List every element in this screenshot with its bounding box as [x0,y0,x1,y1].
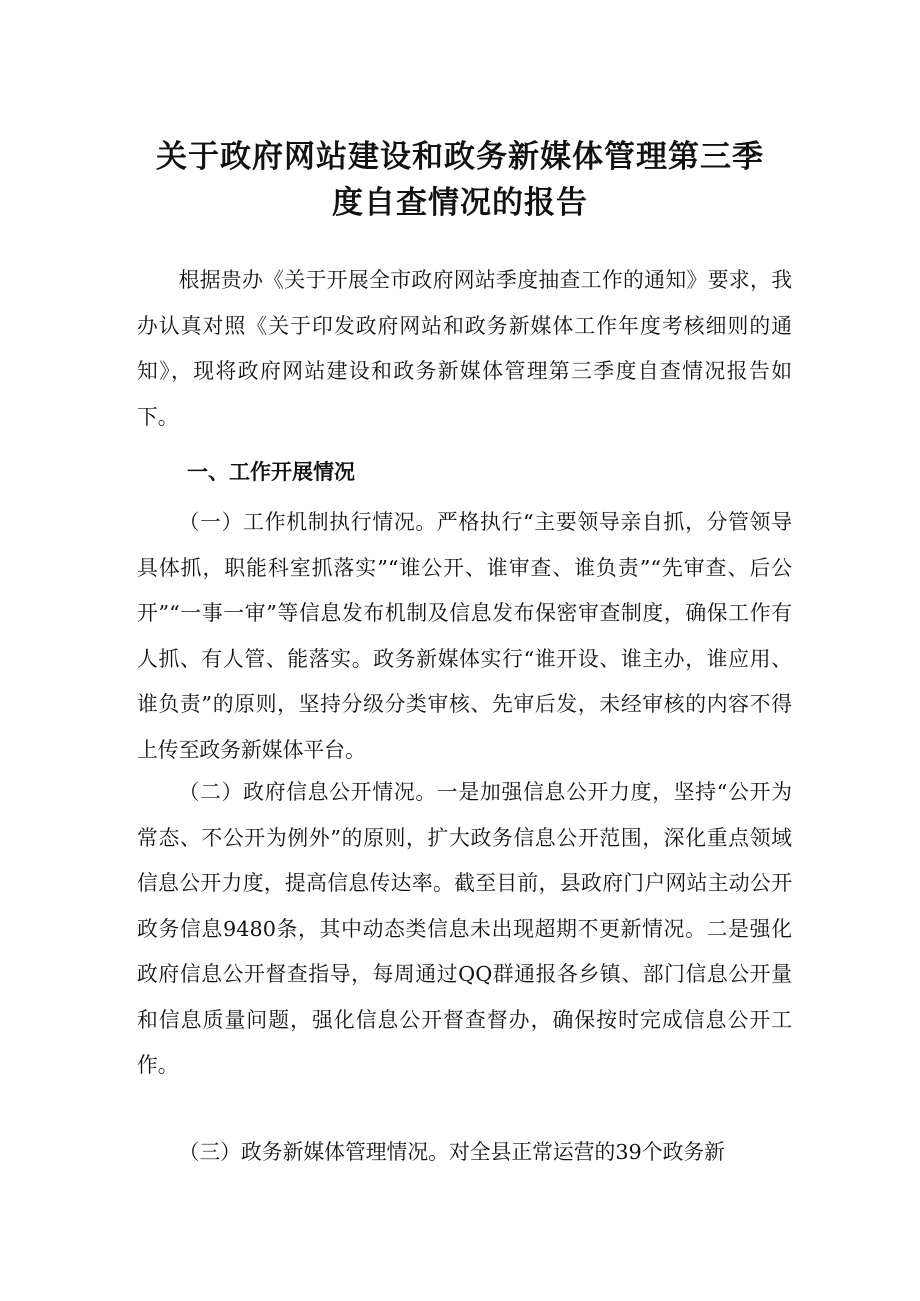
title-line-2: 度自查情况的报告 [332,185,588,221]
paragraph-new-media: （三）政务新媒体管理情况。对全县正常运营的39个政务新 [178,1140,725,1164]
section-heading-1: 一、工作开展情况 [187,460,355,484]
intro-paragraph: 根据贵办《关于开展全市政府网站季度抽查工作的通知》要求，我办认真对照《关于印发政府网站和政务新媒体工作年度考核细则的通知》，现将政府网站建设和政务新媒体管理第三季度自查情况报告如下。 [137,268,792,429]
paragraph-info-disclosure: （二）政府信息公开情况。一是加强信息公开力度，坚持“公开为常态、不公开为例外”的原则，扩大政务信息公开范围，深化重点领域信息公开力度，提高信息传达率。截至目前，县政府门户网站主动公开政务信息9480条，其中动态类信息未出现超期不更新情况。二是强化政府信息公开督查指导，每周通过QQ群通报各乡镇、部门信息公开量和信息质量问题，强化信息公开督查督办，确保按时完成信息公开工作。 [137,780,792,1077]
paragraph-work-mechanism: （一）工作机制执行情况。严格执行“主要领导亲自抓，分管领导具体抓，职能科室抓落实”“谁公开、谁审查、谁负责”“先审查、后公开”“一事一审”等信息发布机制及信息发布保密审查制度，确保工作有人抓、有人管、能落实。政务新媒体实行“谁开设、谁主办，谁应用、谁负责”的原则，坚持分级分类审核、先审后发，未经审核的内容不得上传至政务新媒体平台。 [137,510,792,762]
title-line-1: 关于政府网站建设和政务新媒体管理第三季 [156,139,764,175]
document-title [100,134,820,226]
